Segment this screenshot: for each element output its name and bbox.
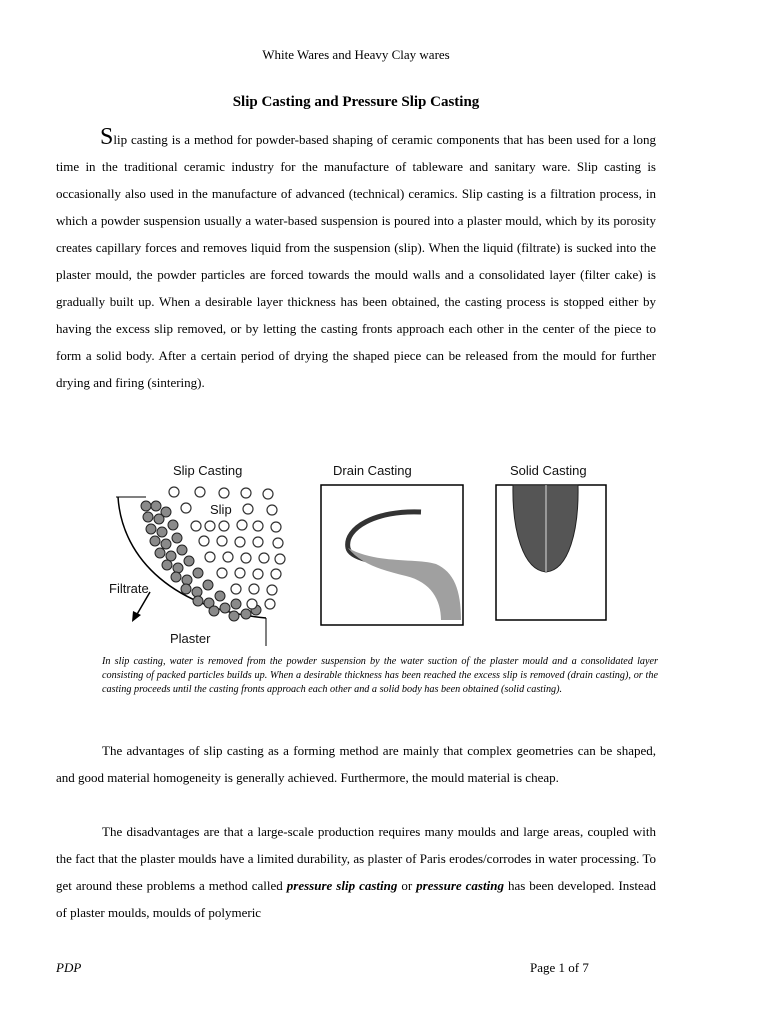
paragraph-advantages: The advantages of slip casting as a forming method are mainly that complex geometries can be shaped, and good material homogeneity is generally achieved. Furthermore, the mould material is cheap.	[56, 743, 656, 785]
label-drain-casting: Drain Casting	[333, 463, 412, 478]
running-header: White Wares and Heavy Clay wares	[262, 47, 450, 62]
paragraph-intro	[56, 124, 656, 396]
page-number: Page 1 of 7	[530, 960, 589, 975]
term-pressure-slip-casting: pressure slip casting	[286, 878, 398, 893]
footer-left: PDP	[56, 960, 82, 975]
disadvantages-text-before: The disadvantages are that a large-scale production requires many moulds and large areas, coupled with the fact that the plaster moulds have a limited durability, as plaster of Paris erodes/corrodes in water processing. To get around these problems a method called	[56, 824, 656, 893]
disadvantages-text-mid: or	[397, 878, 417, 893]
label-plaster: Plaster	[170, 631, 211, 646]
dropcap: S	[100, 124, 114, 150]
label-slip-casting: Slip Casting	[173, 463, 243, 478]
filtrate-arrowhead	[132, 611, 141, 622]
paragraph-disadvantages	[56, 818, 656, 926]
paragraph-intro-text: lip casting is a method for powder-based shaping of ceramic components that has been used for a long time in the traditional ceramic industry for the manufacture of tableware and sanitary ware. Slip casting is occasionally also used in the manufacture of advanced (technical) ceramics. Slip casting is a filtration process, in which a powder suspension usually a water-based suspension is poured into a plaster mould, which by its porosity creates capillary forces and removes liquid from the suspension (slip). When the liquid (filtrate) is sucked into the plaster mould, the powder particles are forced towards the mould walls and a consolidated layer (filter cake) is gradually built up. When a desirable layer thickness has been obtained, the casting process is stopped either by having the excess slip removed, or by letting the casting fronts approach each other in the center of the piece to form a solid body. After a certain period of drying the shaped piece can be released from the mould for further drying and firing (sintering).	[56, 132, 656, 390]
term-pressure-casting: pressure casting	[416, 878, 504, 893]
label-slip: Slip	[210, 502, 232, 517]
label-filtrate: Filtrate	[109, 581, 149, 596]
disadvantages-text-after: has been developed. Instead of plaster moulds, moulds of polymeric	[56, 878, 656, 920]
label-solid-casting: Solid Casting	[510, 463, 587, 478]
page-title: Slip Casting and Pressure Slip Casting	[232, 94, 480, 110]
figure-caption: In slip casting, water is removed from the powder suspension by the water suction of the plaster mould and a consolidated layer consisting of packed particles builds up. When a desirable thickness has been reached the excess slip is removed (drain casting), or the casting proceeds until the casting fronts approach each other and a solid body has been obtained (solid casting).	[102, 656, 658, 695]
slip-casting-figure	[76, 440, 636, 650]
